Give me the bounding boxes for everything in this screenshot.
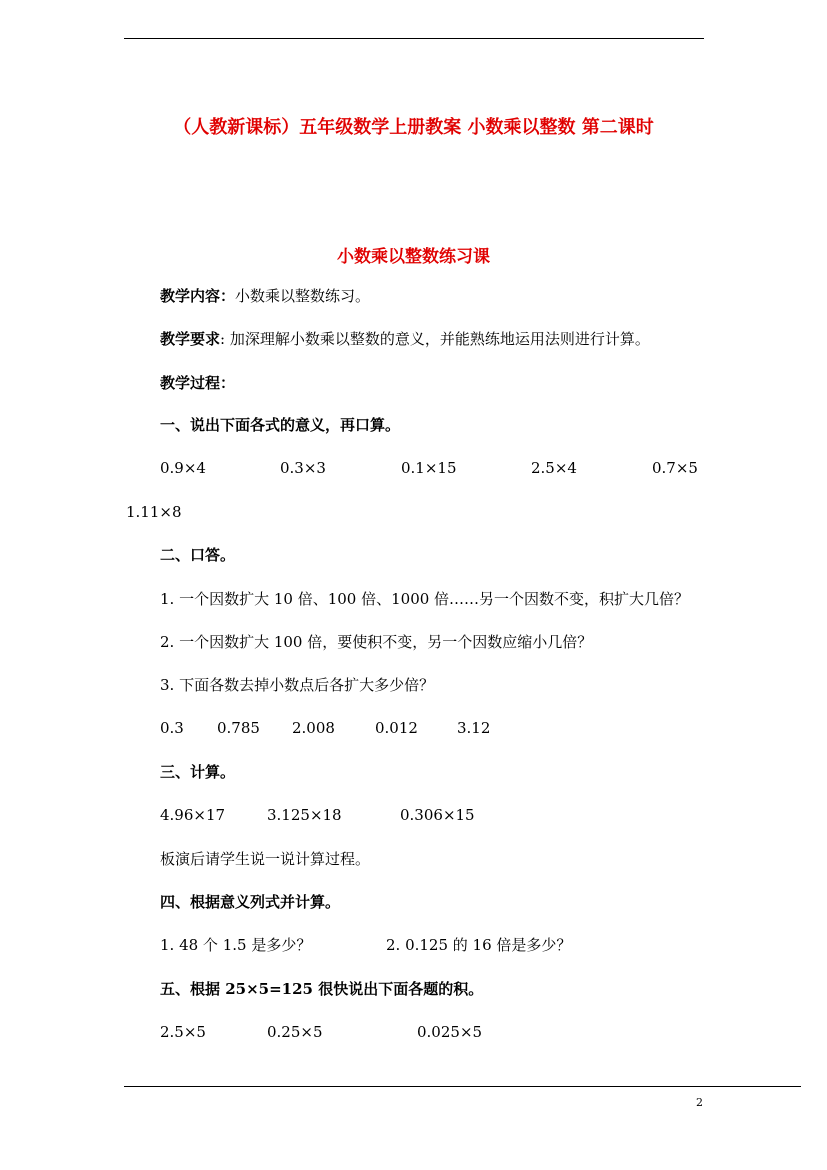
section-4-question-1: 1. 48 个 1.5 是多少？ — [160, 936, 312, 954]
lesson-subtitle: 小数乘以整数练习课 — [337, 247, 490, 267]
section-5-items — [0, 1022, 827, 1042]
section-2-question-3: 3. 下面各数去掉小数点后各扩大多少倍？ — [160, 676, 435, 694]
teaching-content-text: 小数乘以整数练习。 — [235, 287, 371, 305]
section-4-questions — [0, 935, 827, 955]
number-item: 2.008 — [292, 719, 335, 737]
section-2-heading: 二、口答。 — [160, 546, 236, 564]
number-item: 0.012 — [375, 719, 418, 737]
product-item: 0.025×5 — [417, 1023, 483, 1041]
expression-item: 0.1×15 — [401, 459, 457, 477]
number-item: 0.785 — [217, 719, 260, 737]
section-2-numbers — [0, 718, 827, 738]
number-item: 3.12 — [457, 719, 491, 737]
calculation-item: 3.125×18 — [267, 806, 342, 824]
teaching-requirement-text: : 加深理解小数乘以整数的意义，并能熟练地运用法则进行计算。 — [220, 330, 650, 348]
section-3-heading: 三、计算。 — [160, 763, 236, 781]
product-item: 0.25×5 — [267, 1023, 323, 1041]
section-3-items — [0, 805, 827, 825]
document-title: （人教新课标）五年级数学上册教案 小数乘以整数 第二课时 — [173, 117, 654, 138]
calculation-item: 0.306×15 — [400, 806, 475, 824]
calculation-item: 4.96×17 — [160, 806, 226, 824]
teaching-process-label: 教学过程： — [160, 374, 236, 392]
section-5-heading: 五、根据 25×5=125 很快说出下面各题的积。 — [160, 980, 484, 998]
section-2-question-1: 1. 一个因数扩大 10 倍、100 倍、1000 倍……另一个因数不变，积扩大几倍？ — [160, 590, 690, 608]
header-rule — [124, 38, 704, 39]
section-4-heading: 四、根据意义列式并计算。 — [160, 893, 341, 911]
section-1-heading: 一、说出下面各式的意义，再口算。 — [160, 416, 401, 434]
expression-item: 0.7×5 — [652, 459, 698, 477]
product-item: 2.5×5 — [160, 1023, 206, 1041]
section-1-items — [0, 458, 827, 478]
number-item: 0.3 — [160, 719, 184, 737]
teaching-content-label: 教学内容： — [160, 287, 236, 305]
page-number: 2 — [696, 1096, 703, 1109]
teaching-content — [160, 286, 370, 306]
section-2-question-2: 2. 一个因数扩大 100 倍，要使积不变，另一个因数应缩小几倍？ — [160, 633, 593, 651]
section-4-question-2: 2. 0.125 的 16 倍是多少？ — [386, 936, 572, 954]
expression-item: 2.5×4 — [531, 459, 577, 477]
expression-item: 0.9×4 — [160, 459, 206, 477]
section-3-note: 板演后请学生说一说计算过程。 — [160, 850, 371, 868]
teaching-requirement — [160, 329, 650, 349]
expression-item: 1.11×8 — [126, 503, 182, 521]
teaching-requirement-label: 教学要求 — [160, 330, 221, 348]
footer-rule — [124, 1086, 801, 1087]
expression-item: 0.3×3 — [280, 459, 326, 477]
